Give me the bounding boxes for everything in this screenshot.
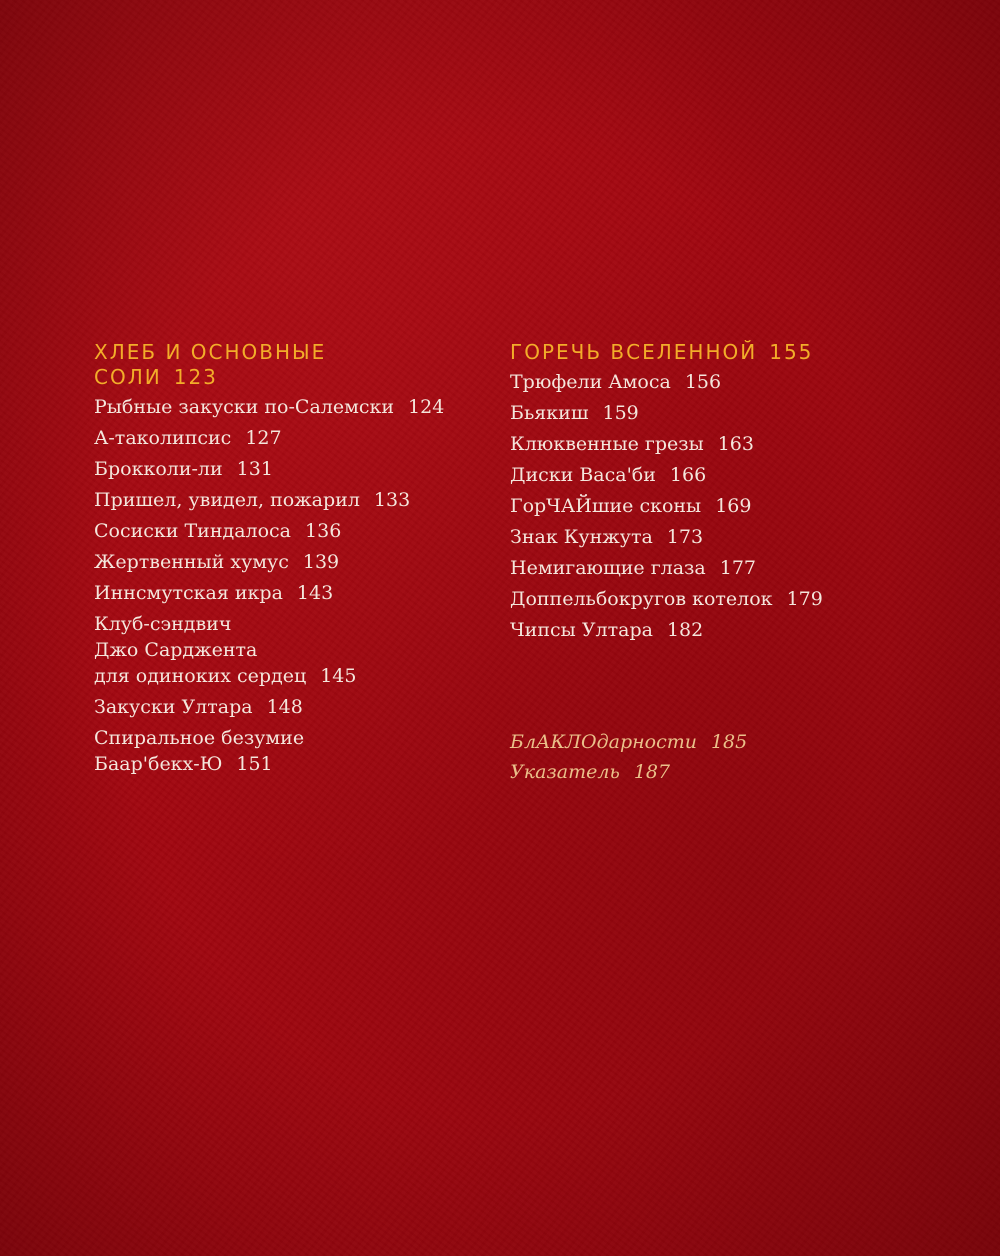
entry-title: Пришел, увидел, пожарил: [94, 489, 360, 511]
section-title: ХЛЕБ И ОСНОВНЫЕ СОЛИ: [94, 340, 327, 389]
entry-page-number: 166: [669, 464, 707, 486]
section-page-number: 123: [173, 365, 218, 389]
entry-title: Рыбные закуски по-Салемски: [94, 396, 395, 418]
toc-entry[interactable]: [94, 611, 494, 689]
toc-entry[interactable]: [510, 369, 930, 395]
entry-page-number: 177: [719, 557, 756, 579]
entry-page-number: 173: [666, 526, 704, 548]
toc-entry[interactable]: [510, 462, 930, 488]
entry-page-number: 187: [633, 761, 671, 783]
toc-entry[interactable]: [94, 518, 494, 544]
entry-page-number: 127: [245, 427, 282, 449]
entry-title: Трюфели Амоса: [510, 371, 671, 393]
entry-title: А-таколипсис: [94, 427, 232, 449]
toc-column-right: [510, 340, 930, 789]
toc-entry[interactable]: [94, 549, 494, 575]
entry-title: Закуски Ултара: [94, 696, 253, 718]
entry-page-number: 169: [715, 495, 752, 517]
toc-entry[interactable]: [94, 394, 494, 420]
toc-entry[interactable]: [510, 586, 930, 612]
section-heading-bitterness[interactable]: [510, 340, 930, 365]
entry-title: Спиральное безумие Баар'бекх-Ю: [94, 727, 305, 775]
section-page-number: 155: [769, 340, 814, 364]
entry-page-number: 139: [302, 551, 340, 573]
entry-page-number: 151: [236, 753, 273, 775]
entry-title: Иннсмутская икра: [94, 582, 283, 604]
toc-entry[interactable]: [510, 617, 930, 643]
entry-title: Клуб-сэндвич Джо Сарджента для одиноких сердец: [94, 613, 307, 687]
toc-extras: [510, 729, 930, 785]
entry-title: Бьякиш: [510, 402, 589, 424]
toc-entry[interactable]: [94, 487, 494, 513]
toc-entry-index[interactable]: [510, 759, 930, 785]
entry-page-number: 179: [786, 588, 823, 610]
toc-entry[interactable]: [94, 725, 494, 777]
entry-page-number: 163: [717, 433, 754, 455]
toc-entry[interactable]: [94, 580, 494, 606]
entry-page-number: 145: [320, 665, 357, 687]
toc-entry[interactable]: [94, 425, 494, 451]
entry-page-number: 143: [296, 582, 334, 604]
entry-title: Чипсы Ултара: [510, 619, 653, 641]
toc-entry[interactable]: [510, 524, 930, 550]
entry-title: Клюквенные грезы: [510, 433, 704, 455]
entry-title: Брокколи-ли: [94, 458, 223, 480]
toc-entry[interactable]: [510, 555, 930, 581]
toc-entry[interactable]: [510, 493, 930, 519]
entry-page-number: 159: [602, 402, 639, 424]
entry-page-number: 182: [666, 619, 704, 641]
toc-entry[interactable]: [94, 456, 494, 482]
entry-title: Сосиски Тиндалоса: [94, 520, 292, 542]
entry-title: Знак Кунжута: [510, 526, 653, 548]
toc-entry[interactable]: [94, 694, 494, 720]
entry-title: БлАКЛОдарности: [510, 731, 697, 753]
toc-column-left: [94, 340, 494, 782]
entry-title: Жертвенный хумус: [94, 551, 289, 573]
section-heading-bread[interactable]: [94, 340, 494, 390]
entry-page-number: 133: [373, 489, 411, 511]
toc-entry-acknowledgments[interactable]: [510, 729, 930, 755]
entry-title: Немигающие глаза: [510, 557, 706, 579]
entry-page-number: 148: [266, 696, 303, 718]
entry-title: Диски Васа'би: [510, 464, 656, 486]
entry-title: Указатель: [510, 761, 620, 783]
entry-page-number: 156: [684, 371, 722, 393]
entry-title: Доппельбокругов котелок: [510, 588, 773, 610]
entry-page-number: 131: [236, 458, 273, 480]
entry-page-number: 136: [305, 520, 342, 542]
entry-title: ГорЧАЙшие сконы: [510, 495, 702, 517]
entry-page-number: 124: [408, 396, 445, 418]
toc-entry[interactable]: [510, 431, 930, 457]
entry-page-number: 185: [710, 731, 748, 753]
toc-entry[interactable]: [510, 400, 930, 426]
section-title: ГОРЕЧЬ ВСЕЛЕННОЙ: [510, 340, 758, 364]
